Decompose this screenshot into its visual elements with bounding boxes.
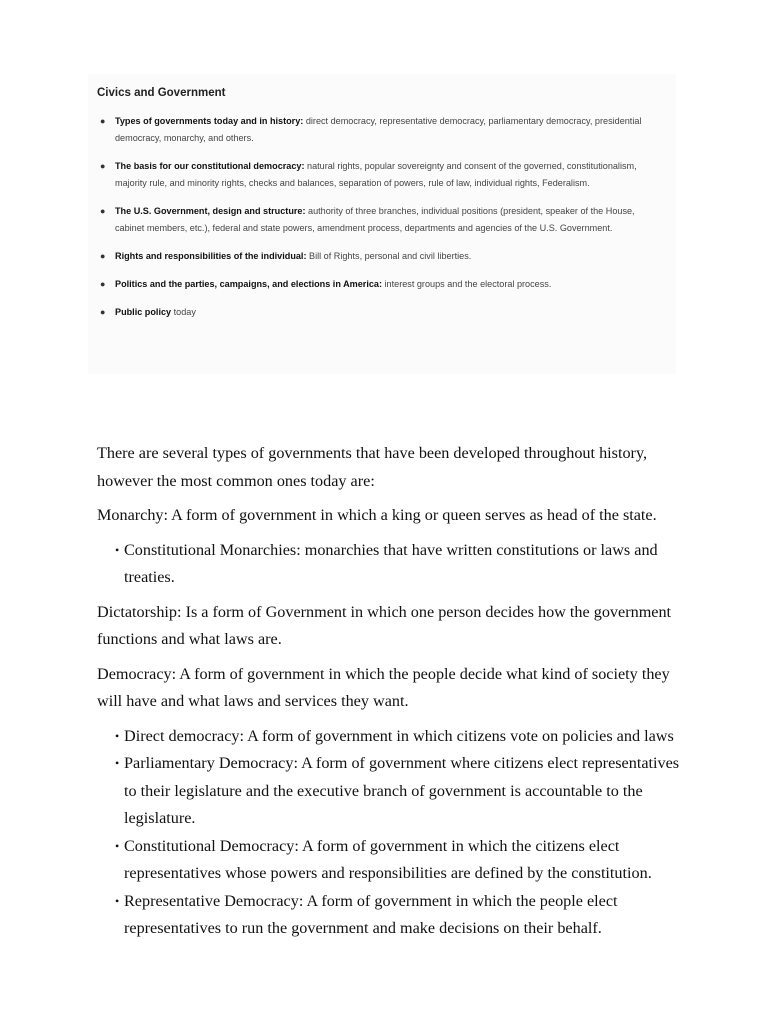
civics-snippet (88, 74, 676, 374)
snippet-item-text: direct democracy, representative democracy, parliamentary democracy, presidential democracy, monarchy, and others. (115, 116, 642, 143)
democracy-list (97, 723, 687, 943)
list-item-text: Constitutional Democracy: A form of government in which the citizens elect representatives whose powers and responsibilities are defined by the constitution. (124, 836, 652, 882)
bullet-icon: • (115, 893, 120, 908)
list-item (97, 537, 687, 592)
snippet-item-text: authority of three branches, individual positions (president, speaker of the House, cabinet members, etc.), federal and state powers, amendment process, departments and agencies of the U.S. Government. (115, 206, 635, 233)
bullet-icon: ● (100, 161, 106, 171)
list-item-text: Representative Democracy: A form of government in which the people elect representatives to run the government and make decisions on their behalf. (124, 891, 618, 937)
snippet-item (97, 203, 666, 237)
snippet-item-heading: Politics and the parties, campaigns, and elections in America: (115, 279, 382, 289)
bullet-icon: ● (100, 116, 106, 126)
monarchy-definition: Monarchy: A form of government in which a king or queen serves as head of the state. (97, 506, 657, 524)
snippet-item (97, 276, 666, 293)
bullet-icon: • (115, 728, 120, 743)
list-item-text: Constitutional Monarchies: monarchies that have written constitutions or laws and treaties. (124, 540, 658, 586)
snippet-item-heading: The U.S. Government, design and structure: (115, 206, 306, 216)
snippet-item-text: Bill of Rights, personal and civil liberties. (306, 251, 472, 261)
bullet-icon: ● (100, 251, 106, 261)
snippet-item-heading: The basis for our constitutional democracy: (115, 161, 305, 171)
document-body (97, 440, 687, 950)
snippet-item (97, 248, 666, 265)
list-item-text: Direct democracy: A form of government in which citizens vote on policies and laws (124, 726, 674, 745)
bullet-icon: • (115, 756, 120, 770)
snippet-title: Civics and Government (97, 87, 226, 99)
snippet-item-text: today (171, 307, 196, 317)
snippet-item (97, 304, 666, 321)
bullet-icon: ● (100, 279, 106, 289)
bullet-icon: ● (100, 206, 106, 216)
snippet-item-text: natural rights, popular sovereignty and consent of the governed, constitutionalism, majority rule, and minority rights, checks and balances, separation of powers, rule of law, individual rights, Federalism. (115, 161, 637, 188)
snippet-item-heading: Rights and responsibilities of the individual: (115, 251, 307, 261)
list-item-text: Parliamentary Democracy: A form of government where citizens elect representatives to their legislature and the executive branch of government is accountable to the legislature. (124, 754, 680, 827)
snippet-list (97, 113, 666, 321)
bullet-icon: • (115, 542, 120, 557)
monarchy-list (97, 537, 687, 592)
list-item (97, 833, 687, 888)
dictatorship-definition: Dictatorship: Is a form of Government in which one person decides how the government functions and what laws are. (97, 602, 672, 648)
bullet-icon: ● (100, 307, 106, 317)
list-item (97, 750, 687, 833)
snippet-item (97, 158, 666, 192)
snippet-item-heading: Types of governments today and in history: (115, 116, 304, 126)
intro-paragraph: There are several types of governments that have been developed throughout history, however the most common ones today are: (97, 444, 648, 490)
list-item (97, 723, 687, 751)
snippet-item (97, 113, 666, 147)
snippet-item-heading: Public policy (115, 307, 172, 317)
snippet-item-text: interest groups and the electoral process. (382, 279, 552, 289)
list-item (97, 888, 687, 943)
democracy-definition: Democracy: A form of government in which the people decide what kind of society they will have and what laws and services they want. (97, 664, 670, 710)
bullet-icon: • (115, 838, 120, 853)
